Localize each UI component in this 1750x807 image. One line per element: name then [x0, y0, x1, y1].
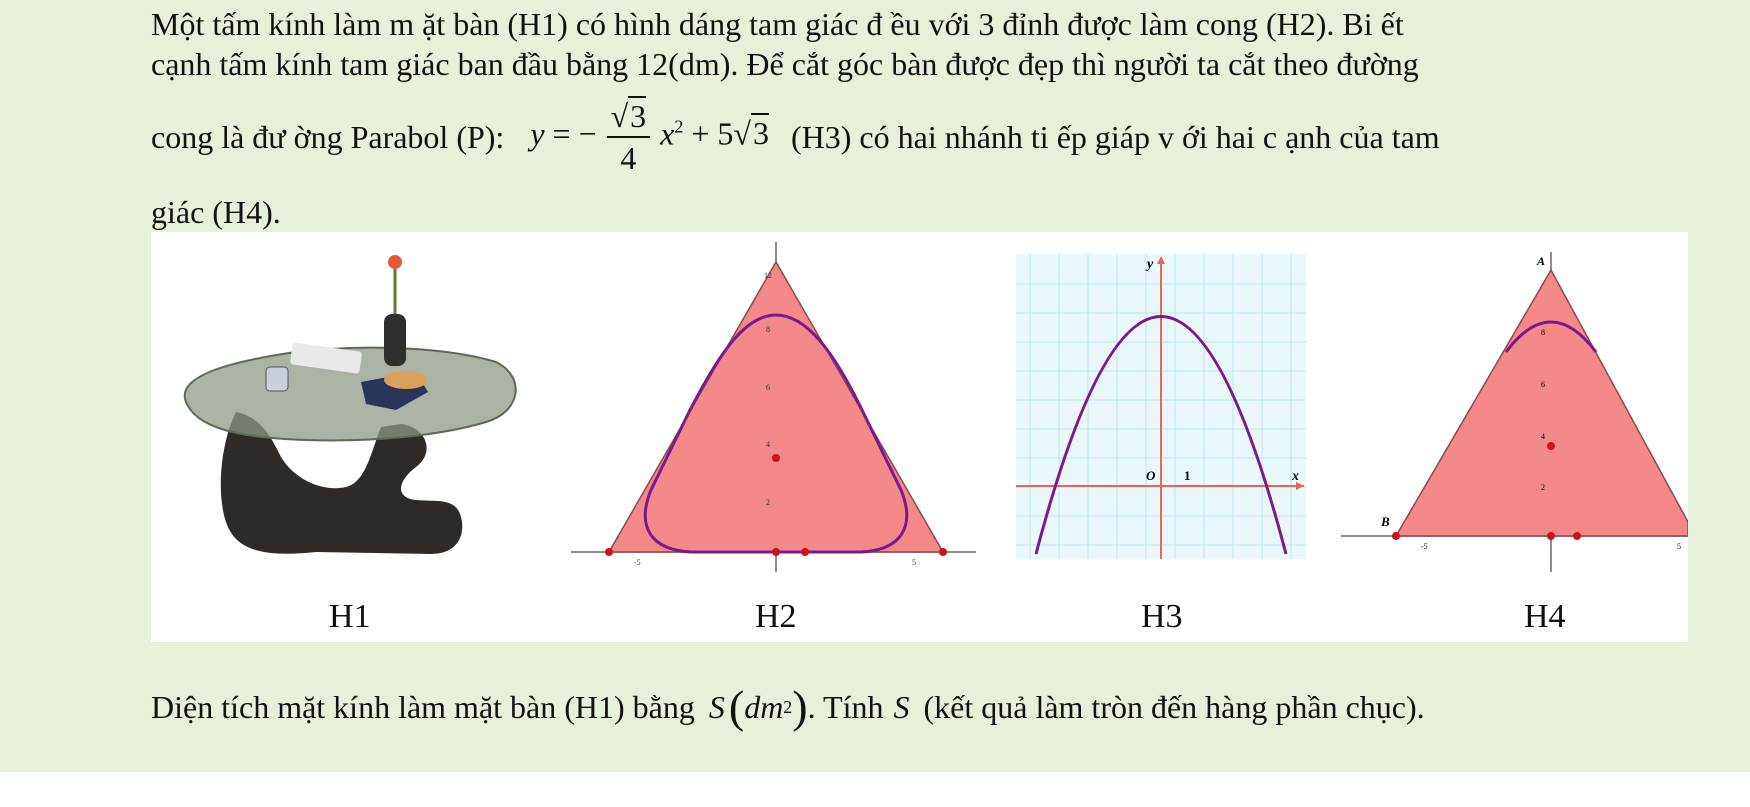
- line3-prefix: cong là đư ờng Parabol (P):: [151, 119, 505, 155]
- h4-label-B: B: [1381, 514, 1390, 529]
- h3-label-y: y: [1147, 257, 1154, 272]
- h2-tick-6: 6: [766, 383, 770, 392]
- problem-line-2: cạnh tấm kính tam giác ban đầu bằng 12(dm). Để cắt góc bàn được đẹp thì người ta cắt theo đường: [151, 46, 1419, 82]
- h2-triangle-figure: [571, 232, 981, 572]
- vase-icon: [384, 314, 406, 366]
- eq-plus: + 5: [691, 115, 734, 152]
- question-prefix: Diện tích mặt kính làm mặt bàn (H1) bằng: [151, 689, 695, 725]
- eq-exp: 2: [674, 116, 684, 137]
- question-S2: S: [893, 689, 910, 725]
- eq-numerator: √3: [607, 96, 651, 138]
- bread-icon: [384, 371, 428, 389]
- line3-suffix: (H3) có hai nhánh ti ếp giáp v ới hai c ạnh của tam: [790, 119, 1440, 155]
- question-unit: dm: [744, 689, 784, 725]
- h1-table-illustration: [166, 252, 526, 572]
- question-line: Diện tích mặt kính làm mặt bàn (H1) bằng S ( dm 2 ) . Tính S (kết quả làm tròn đến hàng phần chục).: [151, 681, 1425, 732]
- flower-icon: [388, 255, 402, 269]
- h3-label-x: x: [1292, 469, 1299, 484]
- eq-y: y: [530, 115, 545, 152]
- figures-strip: [151, 232, 1688, 642]
- h2-tick-8: 8: [766, 325, 770, 334]
- problem-line-1: Một tấm kính làm m ặt bàn (H1) có hình dáng tam giác đ ều với 3 đỉnh được làm cong (H2). Bi ết: [151, 6, 1404, 42]
- h2-tick-neg5: -5: [634, 558, 641, 567]
- h2-triangle: [609, 262, 943, 552]
- caption-h2: H2: [755, 598, 797, 635]
- h4-tick-5: 5: [1677, 542, 1681, 551]
- h4-tick-8: 8: [1541, 328, 1545, 337]
- h4-tick-6: 6: [1541, 380, 1545, 389]
- h4-label-A: A: [1537, 254, 1546, 268]
- question-mid: . Tính: [807, 689, 884, 725]
- eq-equals: = −: [552, 115, 597, 152]
- caption-h1: H1: [329, 598, 371, 635]
- question-unit-exp: 2: [783, 697, 793, 717]
- h3-parabola-figure: [1016, 254, 1306, 559]
- caption-h3: H3: [1141, 598, 1183, 635]
- h2-tick-5: 5: [912, 558, 916, 567]
- cup-icon: [266, 367, 288, 391]
- eq-root: 3: [752, 115, 769, 152]
- h4-triangle: [1396, 270, 1688, 536]
- h3-label-origin: O: [1146, 468, 1156, 483]
- question-S: S: [708, 689, 725, 725]
- eq-x: x: [660, 115, 675, 152]
- h2-tick-2: 2: [766, 498, 770, 507]
- h4-tick-2: 2: [1541, 483, 1545, 492]
- h4-tick-4: 4: [1541, 432, 1545, 441]
- question-suffix: (kết quả làm tròn đến hàng phần chục).: [923, 689, 1425, 725]
- problem-line-4: giác (H4).: [151, 194, 281, 230]
- eq-num-root: 3: [630, 98, 647, 134]
- h3-label-one: 1: [1184, 468, 1191, 483]
- h4-tick-neg5: -5: [1421, 542, 1428, 551]
- h4-triangle-figure: [1341, 232, 1688, 572]
- h2-tick-4: 4: [766, 440, 770, 449]
- caption-h4: H4: [1524, 598, 1566, 635]
- eq-fraction: [607, 96, 651, 178]
- problem-line-3: [151, 92, 1601, 182]
- h2-tick-12: 12: [764, 271, 772, 280]
- eq-denominator: 4: [620, 140, 637, 176]
- equation: y = − $\frac{√3}{4}$ $x^2 + 5√3$: [530, 98, 769, 176]
